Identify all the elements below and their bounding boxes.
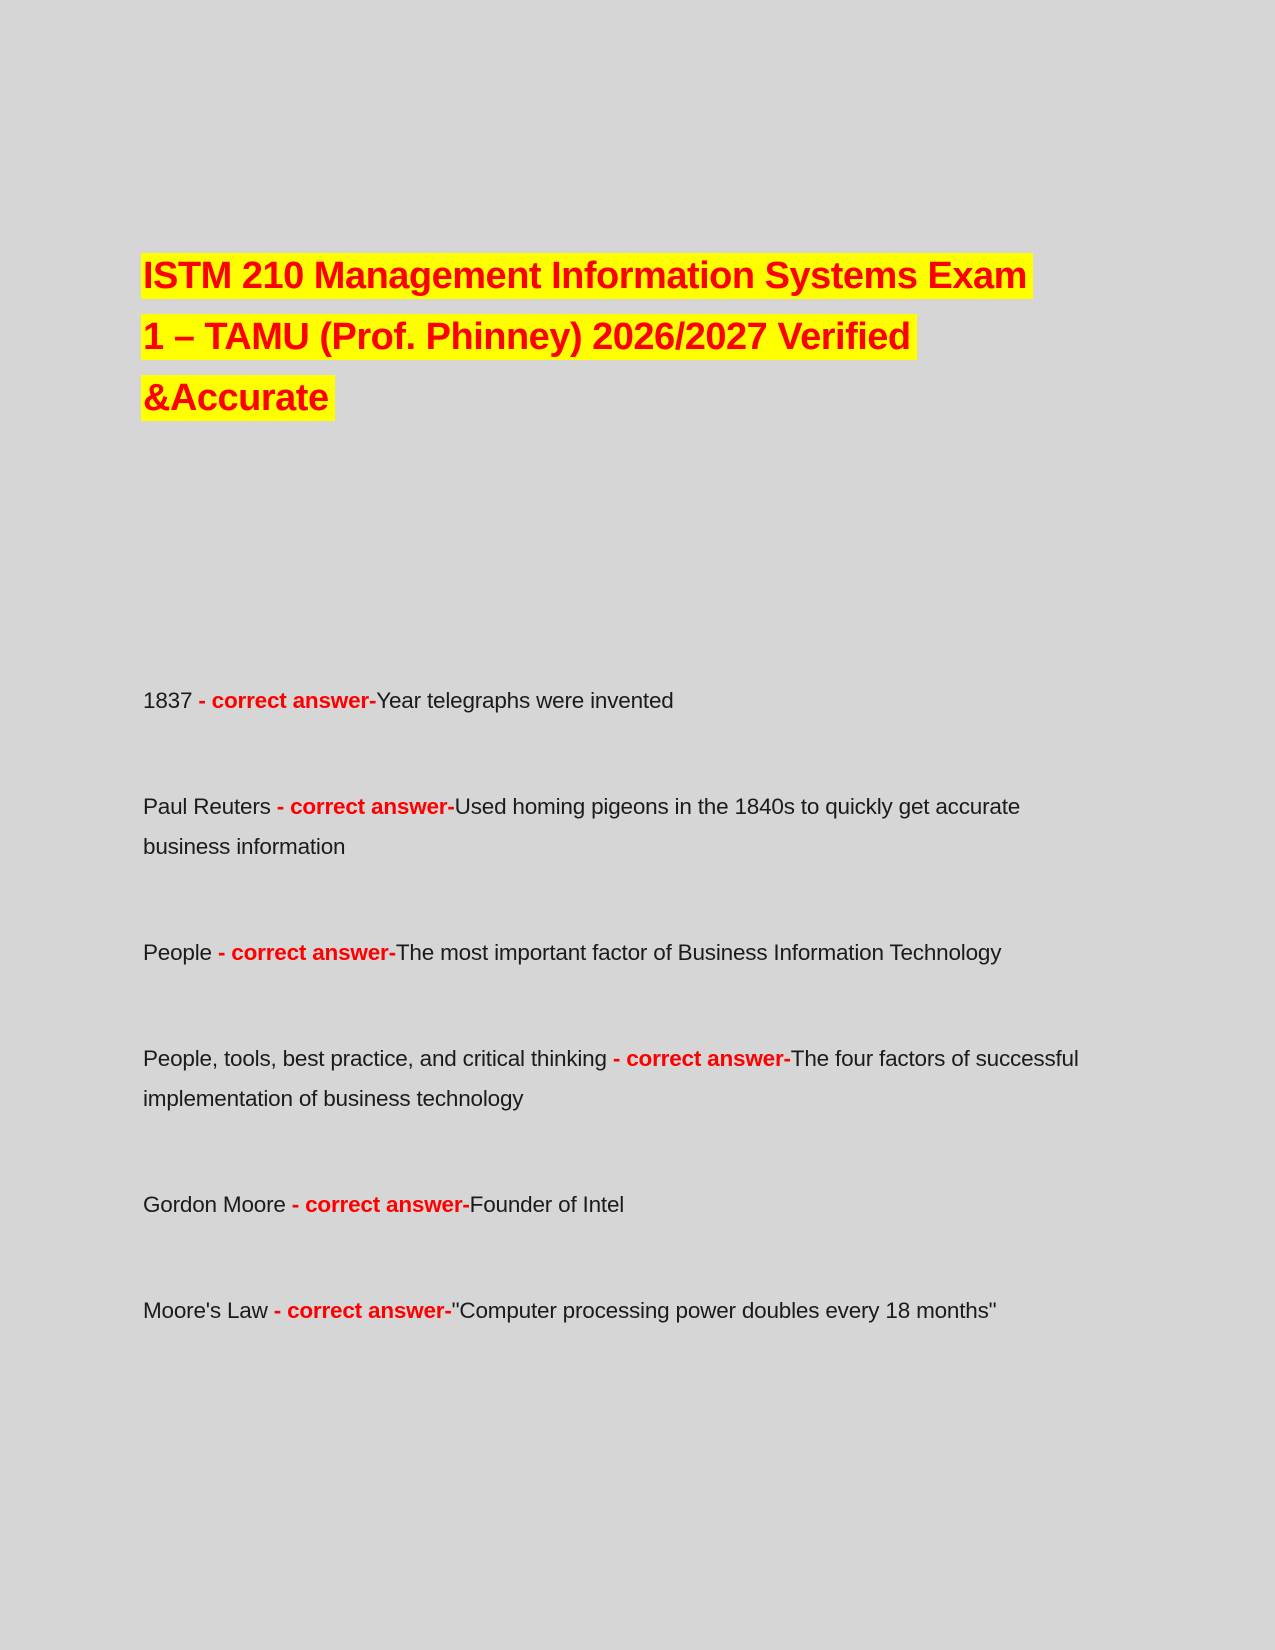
qa-item-1: [143, 681, 1083, 721]
qa-correct-answer-marker: - correct answer-: [276, 794, 455, 819]
title-line-3-highlight: &Accurate: [141, 375, 335, 421]
qa-correct-answer-marker: - correct answer-: [217, 940, 396, 965]
qa-definition: Year telegraphs were invented: [376, 688, 674, 713]
qa-term: Moore's Law: [143, 1298, 268, 1323]
qa-item-3: [143, 933, 1083, 973]
qa-item-4: [143, 1039, 1083, 1119]
qa-term: People, tools, best practice, and critical thinking: [143, 1046, 607, 1071]
qa-term: Gordon Moore: [143, 1192, 286, 1217]
qa-list: [143, 681, 1083, 1331]
title-line-1: [143, 246, 1083, 307]
qa-term: 1837: [143, 688, 193, 713]
title-line-2-highlight: 1 – TAMU (Prof. Phinney) 2026/2027 Verified: [141, 314, 917, 360]
title-line-1-highlight: ISTM 210 Management Information Systems Exam: [141, 253, 1033, 299]
document-title: [143, 246, 1083, 429]
qa-item-2: [143, 787, 1083, 867]
qa-definition: The four factors of successful implementation of business technology: [143, 1046, 1079, 1111]
qa-definition: Used homing pigeons in the 1840s to quickly get accurate business information: [143, 794, 1021, 859]
qa-correct-answer-marker: - correct answer-: [198, 688, 377, 713]
qa-item-5: [143, 1185, 1083, 1225]
qa-correct-answer-marker: - correct answer-: [273, 1298, 452, 1323]
qa-correct-answer-marker: - correct answer-: [612, 1046, 791, 1071]
title-line-3: [143, 368, 1083, 429]
title-line-2: [143, 307, 1083, 368]
qa-correct-answer-marker: - correct answer-: [291, 1192, 470, 1217]
qa-term: Paul Reuters: [143, 794, 271, 819]
qa-item-6: [143, 1291, 1083, 1331]
qa-definition: "Computer processing power doubles every 18 months": [451, 1298, 997, 1323]
qa-definition: Founder of Intel: [469, 1192, 625, 1217]
qa-definition: The most important factor of Business Information Technology: [395, 940, 1002, 965]
qa-term: People: [143, 940, 212, 965]
